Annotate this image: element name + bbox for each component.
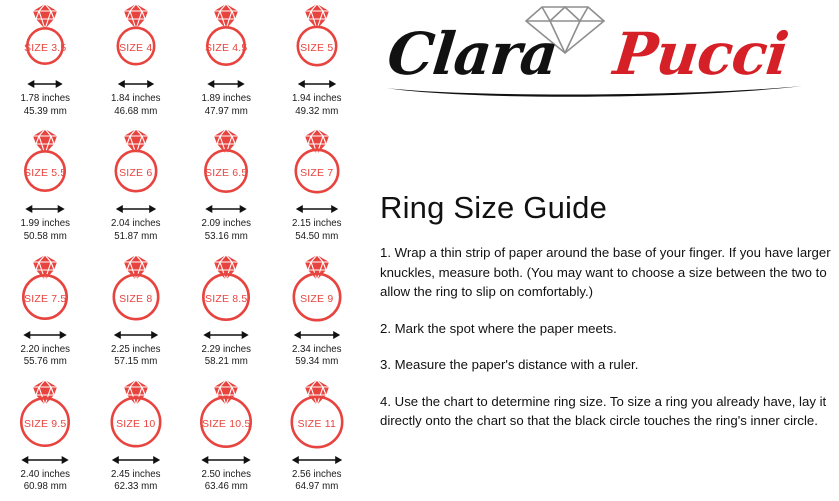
- step-text: Measure the paper's distance with a ruler.: [394, 357, 639, 372]
- measure-inches: 2.50 inches: [201, 468, 252, 480]
- diameter-arrow-icon: [184, 453, 268, 467]
- ring-size-label: SIZE 7.5: [24, 292, 67, 305]
- ring-measurement: [292, 93, 342, 118]
- ring-size-cell: [91, 125, 182, 250]
- ring-measurement: [111, 469, 161, 494]
- ring-measurement: [20, 469, 70, 494]
- brand-name-second: Pucci: [610, 20, 792, 88]
- ring-size-label: SIZE 4: [119, 42, 153, 54]
- ring-size-label: SIZE 11: [297, 417, 337, 430]
- ring-illustration: [184, 2, 268, 76]
- ring-illustration: [184, 378, 268, 452]
- instruction-step: [380, 319, 832, 339]
- ring-size-label: SIZE 5.5: [24, 167, 67, 180]
- diameter-arrow-icon: [275, 77, 359, 91]
- instruction-list: [380, 243, 832, 448]
- measure-mm: 46.68 mm: [114, 105, 158, 117]
- ring-illustration: [184, 253, 268, 327]
- ring-size-label: SIZE 6: [119, 167, 153, 180]
- ring-size-cell: [0, 125, 91, 250]
- measure-mm: 45.39 mm: [23, 105, 67, 117]
- ring-illustration: [3, 127, 87, 201]
- ring-measurement: [201, 218, 251, 243]
- measure-inches: 2.40 inches: [20, 468, 71, 480]
- ring-size-label: SIZE 10.5: [202, 417, 251, 430]
- measure-inches: 1.99 inches: [20, 218, 71, 230]
- diameter-arrow-icon: [3, 77, 87, 91]
- diameter-arrow-icon: [3, 453, 87, 467]
- measure-mm: 59.34 mm: [295, 356, 339, 367]
- measure-inches: 1.94 inches: [291, 93, 342, 104]
- ring-illustration: [94, 378, 178, 452]
- ring-size-cell: [181, 376, 272, 501]
- ring-size-label: SIZE 6.5: [205, 167, 248, 180]
- ring-measurement: [20, 218, 70, 243]
- ring-illustration: [94, 253, 178, 327]
- measure-inches: 2.25 inches: [110, 343, 161, 355]
- ring-size-label: SIZE 8: [119, 292, 153, 305]
- measure-mm: 62.33 mm: [114, 481, 158, 493]
- diameter-arrow-icon: [275, 202, 359, 216]
- measure-inches: 2.15 inches: [291, 218, 342, 230]
- ring-measurement: [20, 344, 70, 369]
- measure-inches: 2.20 inches: [20, 343, 71, 355]
- ring-size-cell: [272, 125, 363, 250]
- ring-measurement: [20, 93, 70, 118]
- instruction-step: [380, 392, 832, 431]
- measure-mm: 53.16 mm: [204, 230, 248, 242]
- ring-illustration: [275, 253, 359, 327]
- step-number: 1.: [380, 245, 391, 260]
- step-number: 4.: [380, 393, 391, 409]
- ring-size-cell: [0, 251, 91, 376]
- ring-measurement: [201, 93, 251, 118]
- brand-logo: [376, 2, 836, 107]
- ring-measurement: [111, 93, 161, 118]
- ring-measurement: [201, 344, 251, 369]
- ring-size-label: SIZE 8.5: [205, 292, 248, 305]
- ring-size-cell: [0, 0, 91, 125]
- diameter-arrow-icon: [94, 328, 178, 342]
- instruction-step: [380, 243, 832, 302]
- measure-inches: 2.29 inches: [201, 343, 252, 355]
- diameter-arrow-icon: [275, 328, 359, 342]
- step-text: Wrap a thin strip of paper around the base of your finger. If you have larger knuckles, measure both. (You may want to choose a size between the two to allow the ring to slip on comfortably.): [380, 245, 831, 299]
- diameter-arrow-icon: [3, 202, 87, 216]
- step-number: 2.: [380, 320, 391, 336]
- page-title: Ring Size Guide: [380, 190, 608, 225]
- diameter-arrow-icon: [184, 202, 268, 216]
- ring-size-cell: [181, 125, 272, 250]
- ring-size-cell: [272, 0, 363, 125]
- measure-inches: 1.89 inches: [201, 93, 252, 104]
- ring-size-cell: [0, 376, 91, 501]
- ring-illustration: [275, 2, 359, 76]
- measure-inches: 2.04 inches: [110, 218, 161, 230]
- ring-measurement: [292, 218, 342, 243]
- ring-illustration: [184, 127, 268, 201]
- ring-illustration: [275, 378, 359, 452]
- diameter-arrow-icon: [94, 77, 178, 91]
- measure-inches: 2.45 inches: [110, 468, 161, 480]
- guide-panel: [368, 0, 839, 501]
- measure-mm: 58.21 mm: [204, 356, 248, 367]
- ring-size-cell: [272, 251, 363, 376]
- ring-size-cell: [272, 376, 363, 501]
- brand-name-first: Clara: [384, 20, 561, 88]
- measure-mm: 60.98 mm: [23, 481, 67, 493]
- ring-illustration: [94, 2, 178, 76]
- ring-illustration: [3, 253, 87, 327]
- step-text: Use the chart to determine ring size. To size a ring you already have, lay it directly onto the chart so that the black circle touches the ring's inner circle.: [380, 393, 827, 428]
- ring-measurement: [292, 344, 342, 369]
- diameter-arrow-icon: [275, 453, 359, 467]
- measure-inches: 2.09 inches: [201, 218, 252, 230]
- ring-illustration: [275, 127, 359, 201]
- ring-illustration: [94, 127, 178, 201]
- measure-mm: 47.97 mm: [204, 105, 248, 117]
- ring-size-chart: [0, 0, 362, 501]
- logo-underline: [384, 84, 804, 100]
- ring-measurement: [111, 218, 161, 243]
- measure-mm: 57.15 mm: [114, 356, 158, 367]
- diameter-arrow-icon: [184, 328, 268, 342]
- ring-measurement: [201, 469, 251, 494]
- measure-inches: 2.34 inches: [291, 343, 342, 355]
- measure-inches: 2.56 inches: [291, 468, 342, 480]
- ring-size-label: SIZE 4.5: [205, 42, 248, 54]
- ring-measurement: [111, 344, 161, 369]
- measure-mm: 54.50 mm: [295, 230, 339, 242]
- ring-size-cell: [91, 251, 182, 376]
- ring-size-label: SIZE 9: [300, 292, 334, 305]
- ring-size-label: SIZE 9.5: [24, 417, 67, 430]
- measure-mm: 50.58 mm: [23, 230, 67, 242]
- diameter-arrow-icon: [184, 77, 268, 91]
- measure-mm: 49.32 mm: [295, 105, 339, 117]
- diameter-arrow-icon: [94, 202, 178, 216]
- ring-size-cell: [181, 251, 272, 376]
- measure-mm: 51.87 mm: [114, 230, 158, 242]
- ring-size-label: SIZE 3.5: [24, 42, 67, 54]
- ring-size-cell: [91, 376, 182, 501]
- ring-illustration: [3, 378, 87, 452]
- step-number: 3.: [380, 357, 391, 372]
- ring-size-label: SIZE 10: [116, 417, 156, 430]
- measure-inches: 1.78 inches: [20, 93, 71, 104]
- ring-size-label: SIZE 5: [300, 42, 334, 54]
- measure-mm: 55.76 mm: [23, 356, 67, 367]
- ring-size-cell: [91, 0, 182, 125]
- measure-mm: 64.97 mm: [295, 481, 339, 493]
- instruction-step: [380, 355, 832, 375]
- ring-illustration: [3, 2, 87, 76]
- ring-size-cell: [181, 0, 272, 125]
- ring-measurement: [292, 469, 342, 494]
- ring-size-label: SIZE 7: [300, 167, 334, 180]
- diameter-arrow-icon: [3, 328, 87, 342]
- step-text: Mark the spot where the paper meets.: [394, 320, 617, 336]
- diameter-arrow-icon: [94, 453, 178, 467]
- measure-mm: 63.46 mm: [204, 481, 248, 493]
- measure-inches: 1.84 inches: [110, 93, 161, 104]
